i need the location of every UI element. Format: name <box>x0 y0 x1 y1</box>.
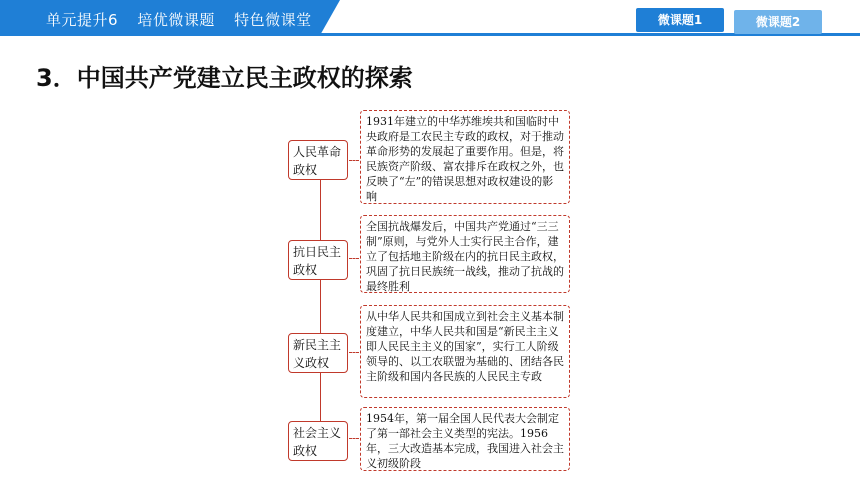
node-people-revolution: 人民革命政权 <box>288 140 348 180</box>
page-title: 3．中国共产党建立民主政权的探索 <box>36 64 413 92</box>
connector-3 <box>349 352 359 354</box>
crumb-unit: 单元提升6 <box>46 11 119 29</box>
desc-anti-japanese: 全国抗战爆发后，中国共产党通过“三三制”原则，与党外人士实行民主合作，建立了包括地主阶级在内的抗日民主政权，巩固了抗日民族统一战线，推动了抗战的最终胜利 <box>360 215 570 293</box>
node-socialist: 社会主义政权 <box>288 421 348 461</box>
connector-4 <box>349 438 359 440</box>
tree-spine <box>320 160 321 438</box>
breadcrumb <box>46 9 326 30</box>
top-bar <box>0 0 860 36</box>
tab-topic-1[interactable]: 微课题1 <box>636 8 724 32</box>
node-new-democracy: 新民主主义政权 <box>288 333 348 373</box>
desc-people-revolution: 1931年建立的中华苏维埃共和国临时中央政府是工农民主专政的政权，对于推动革命形势的发展起了重要作用。但是，将民族资产阶级、富农排斥在政权之外，也反映了“左”的错误思想对政权建设的影响 <box>360 110 570 204</box>
desc-new-democracy: 从中华人民共和国成立到社会主义基本制度建立，中华人民共和国是“新民主主义即人民民主主义的国家”，实行工人阶级领导的、以工农联盟为基础的、团结各民主阶级和国内各民族的人民民主专政 <box>360 305 570 398</box>
crumb-class: 特色微课堂 <box>234 11 312 29</box>
header-divider <box>0 33 860 36</box>
connector-1 <box>349 160 359 162</box>
desc-socialist: 1954年，第一届全国人民代表大会制定了第一部社会主义类型的宪法。1956年，三大改造基本完成，我国进入社会主义初级阶段 <box>360 407 570 471</box>
connector-2 <box>349 258 359 260</box>
crumb-topic: 培优微课题 <box>137 11 215 29</box>
tab-topic-2[interactable]: 微课题2 <box>734 10 822 34</box>
node-anti-japanese: 抗日民主政权 <box>288 240 348 280</box>
